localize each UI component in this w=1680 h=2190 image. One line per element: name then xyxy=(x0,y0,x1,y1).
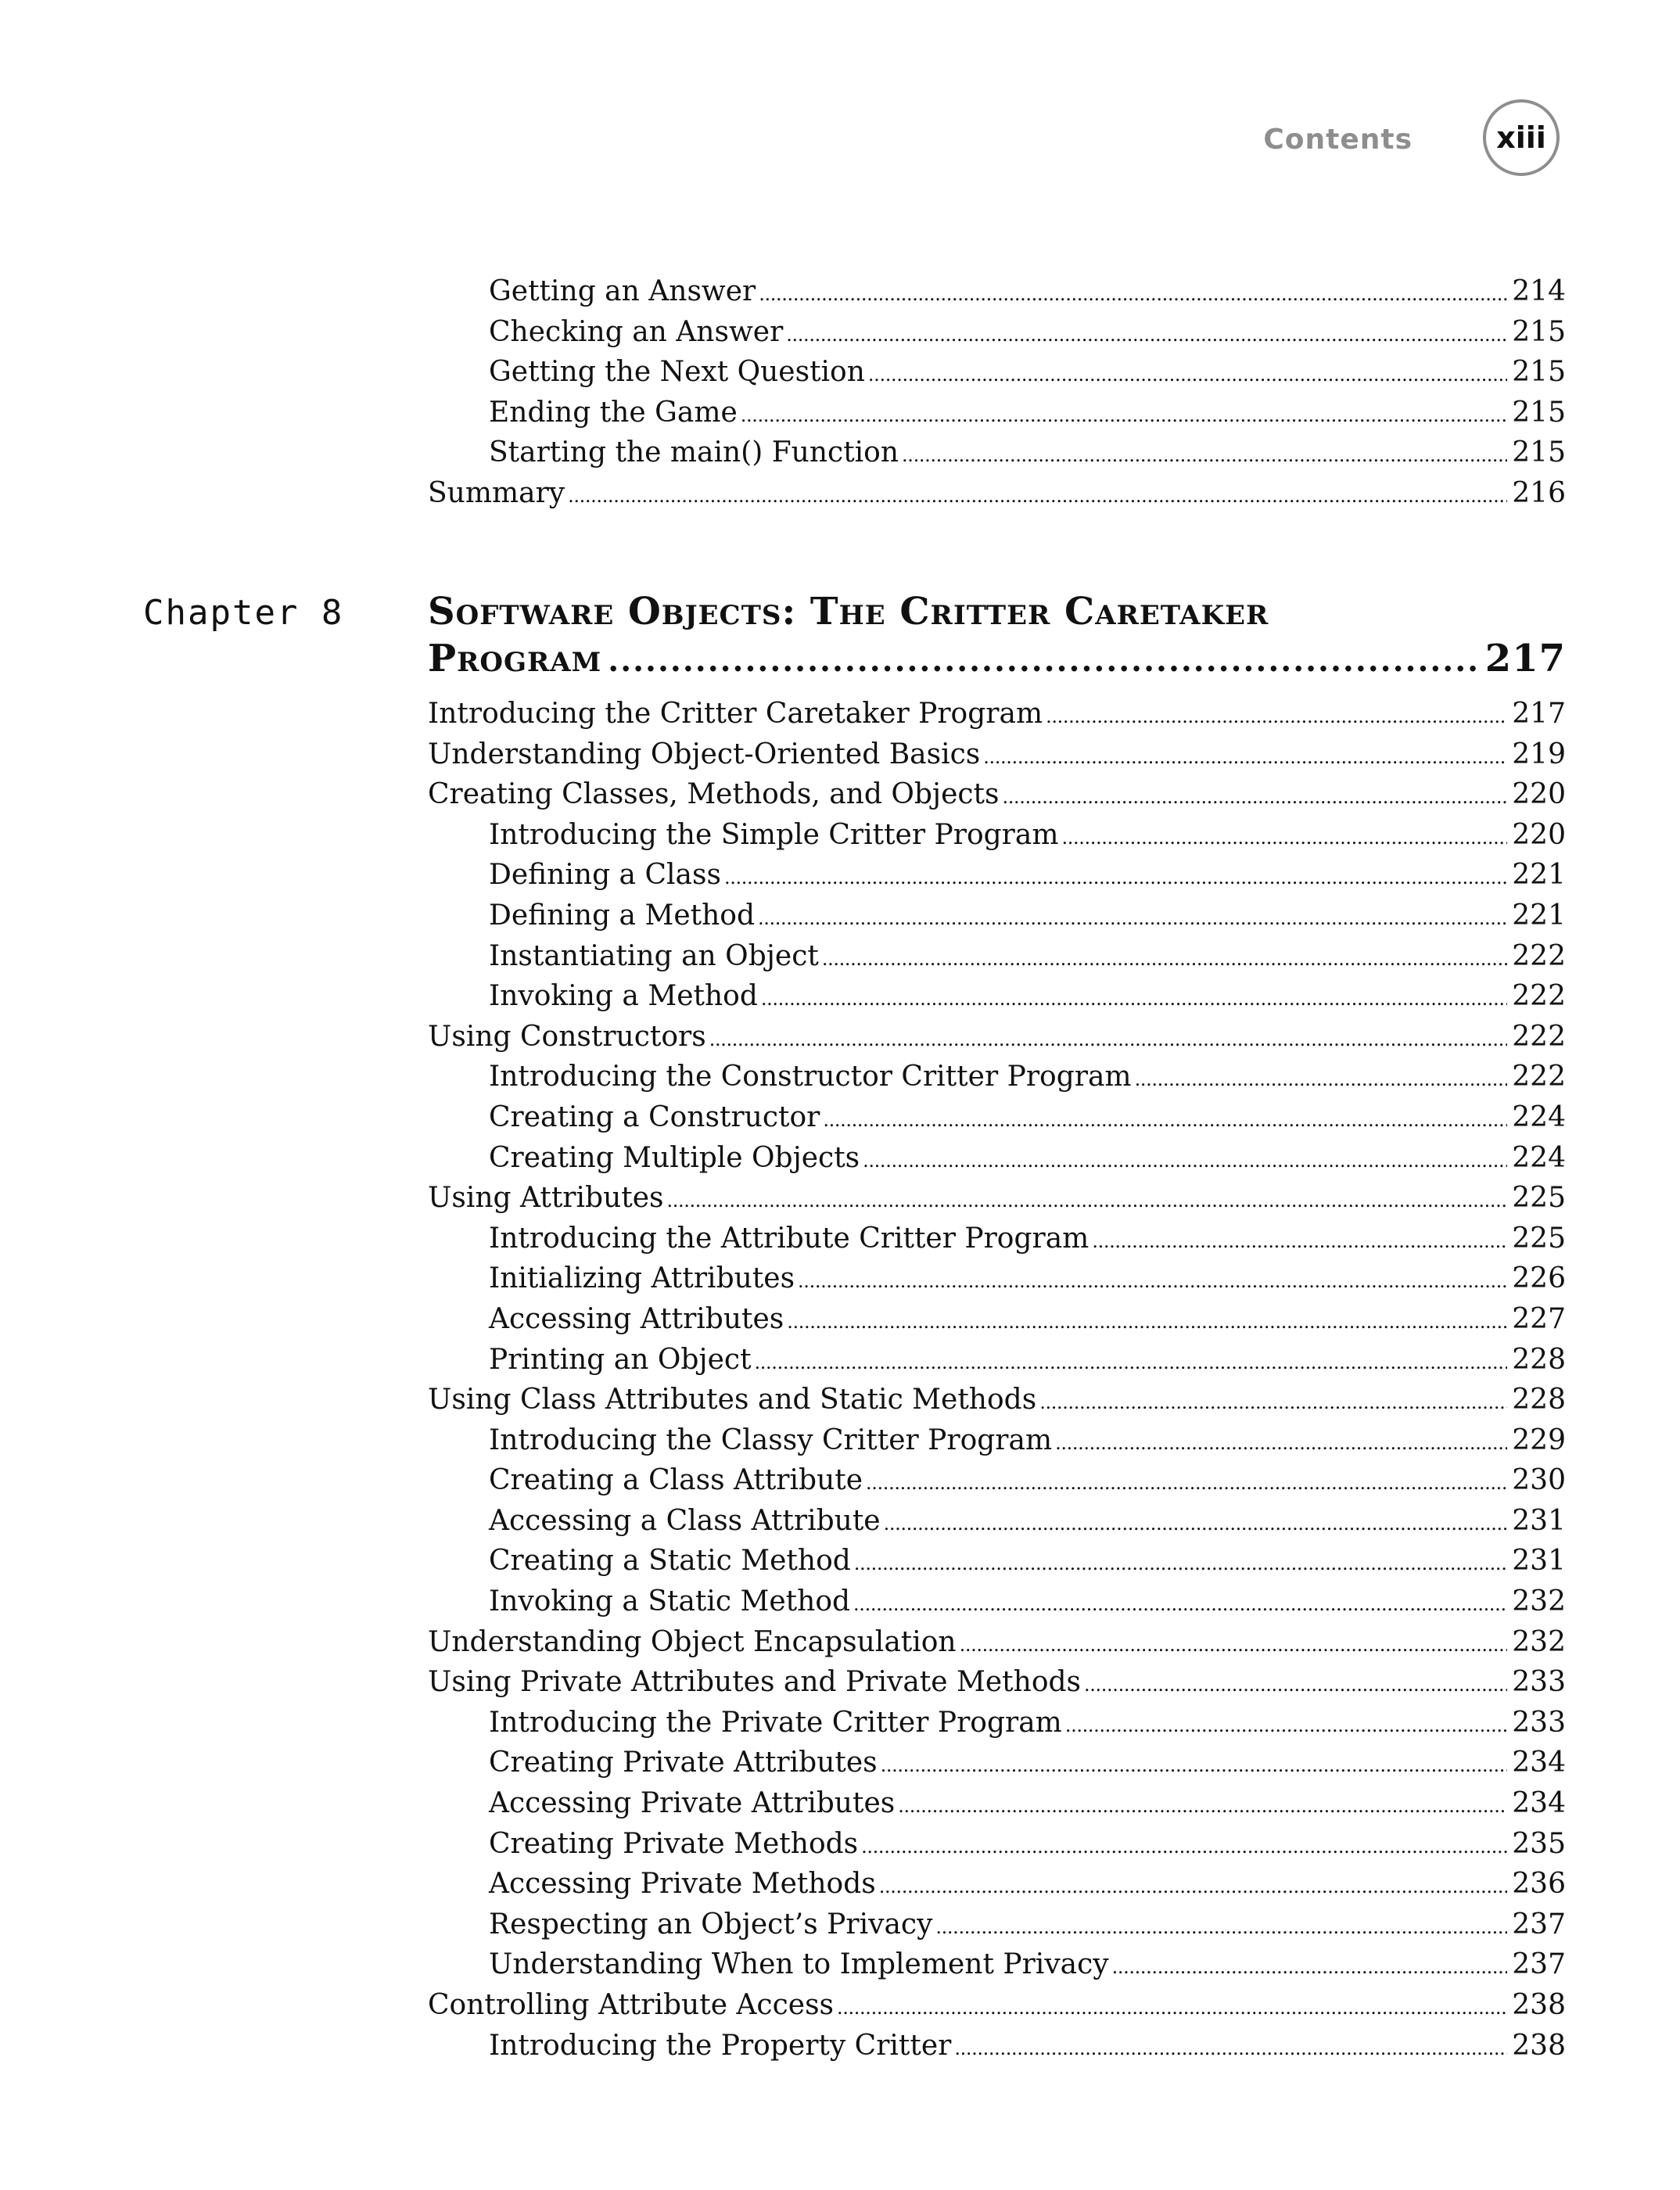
dot-leader xyxy=(1046,705,1507,727)
dot-leader xyxy=(1002,786,1507,808)
toc-entry-page: 215 xyxy=(1512,356,1566,389)
toc-entry[interactable] xyxy=(428,778,1566,819)
dot-leader xyxy=(758,907,1507,929)
chapter-page: 217 xyxy=(1484,637,1566,680)
toc-entry-page: 220 xyxy=(1512,778,1566,811)
toc-entry[interactable] xyxy=(428,477,1566,518)
toc-entry-page: 229 xyxy=(1512,1424,1566,1456)
dot-leader xyxy=(568,485,1507,507)
toc-entry[interactable] xyxy=(428,1101,1566,1142)
toc-entry-page: 224 xyxy=(1512,1141,1566,1174)
toc-entry-label: Introducing the Simple Critter Program xyxy=(489,818,1059,851)
toc-entry[interactable] xyxy=(428,1828,1566,1869)
toc-entry-label: Accessing Attributes xyxy=(489,1302,784,1335)
toc-entry-page: 215 xyxy=(1512,396,1566,429)
dot-leader xyxy=(853,1593,1507,1615)
toc-entry[interactable] xyxy=(428,980,1566,1021)
toc-entry-page: 235 xyxy=(1512,1827,1566,1860)
toc-entry-label: Instantiating an Object xyxy=(489,939,819,972)
toc-entry[interactable] xyxy=(428,1626,1566,1667)
toc-entry-page: 233 xyxy=(1512,1706,1566,1739)
toc-entry[interactable] xyxy=(428,899,1566,940)
dot-leader xyxy=(1135,1068,1508,1090)
toc-entry[interactable] xyxy=(428,1585,1566,1626)
toc-entry-page: 224 xyxy=(1512,1100,1566,1133)
toc-entry-label: Controlling Attribute Access xyxy=(428,1989,835,2021)
toc-entry[interactable] xyxy=(428,1908,1566,1949)
toc-entry[interactable] xyxy=(428,698,1566,738)
dot-leader xyxy=(935,1916,1507,1938)
toc-entry[interactable] xyxy=(428,397,1566,437)
toc-entry[interactable] xyxy=(428,1182,1566,1222)
dot-leader xyxy=(898,1795,1507,1817)
toc-entry-label: Accessing Private Attributes xyxy=(489,1787,896,1820)
toc-entry-page: 222 xyxy=(1512,1020,1566,1053)
toc-entry[interactable] xyxy=(428,1707,1566,1747)
dot-leader xyxy=(1084,1674,1507,1696)
toc-entry-page: 237 xyxy=(1512,1948,1566,1981)
toc-entry-label: Introducing the Constructor Critter Program xyxy=(489,1061,1132,1093)
dot-leader xyxy=(1061,827,1507,849)
dot-leader xyxy=(709,1029,1508,1050)
toc-entry-label: Introducing the Private Critter Program xyxy=(489,1706,1062,1739)
toc-entry-label: Using Private Attributes and Private Methods xyxy=(428,1666,1082,1699)
toc-entry[interactable] xyxy=(428,940,1566,981)
toc-entry-label: Creating Private Attributes xyxy=(489,1747,878,1779)
toc-entry-label: Creating Classes, Methods, and Objects xyxy=(428,778,1000,811)
dot-leader xyxy=(884,1513,1508,1535)
dot-leader xyxy=(881,1754,1508,1776)
dot-leader xyxy=(787,1311,1507,1333)
toc-entry[interactable] xyxy=(428,819,1566,860)
toc-entry-page: 233 xyxy=(1512,1666,1566,1699)
dot-leader xyxy=(863,1150,1507,1172)
toc-entry-page: 220 xyxy=(1512,818,1566,851)
toc-entry-label: Using Attributes xyxy=(428,1182,664,1215)
toc-entry-page: 226 xyxy=(1512,1262,1566,1295)
toc-entry-label: Getting an Answer xyxy=(489,275,756,307)
chapter-title-line1: Software Objects: The Critter Caretaker xyxy=(428,590,1269,634)
toc-entry[interactable] xyxy=(428,1061,1566,1101)
dot-leader xyxy=(879,1876,1508,1897)
dot-leader xyxy=(822,948,1507,970)
toc-entry-page: 231 xyxy=(1512,1545,1566,1578)
toc-entry[interactable] xyxy=(428,1787,1566,1828)
toc-entry[interactable] xyxy=(428,1948,1566,1989)
dot-leader xyxy=(1065,1714,1507,1736)
toc-entry[interactable] xyxy=(428,1747,1566,1787)
toc-entry-label: Ending the Game xyxy=(489,396,738,429)
toc-entry-page: 221 xyxy=(1512,899,1566,932)
dot-leader xyxy=(1092,1230,1507,1252)
toc-entry[interactable] xyxy=(428,1222,1566,1263)
chapter-title-line2: Program xyxy=(428,637,602,680)
toc-entry-page: 234 xyxy=(1512,1747,1566,1779)
toc-entry-label: Using Constructors xyxy=(428,1020,706,1053)
dot-leader xyxy=(741,404,1508,426)
toc-entry-page: 232 xyxy=(1512,1585,1566,1618)
toc-entry-label: Checking an Answer xyxy=(489,315,784,348)
dot-leader xyxy=(608,637,1479,684)
toc-entry[interactable] xyxy=(428,738,1566,779)
toc-entry-page: 225 xyxy=(1512,1222,1566,1255)
chapter-label: Chapter 8 xyxy=(143,593,344,633)
chapter-title-line2-row xyxy=(428,635,1566,684)
toc-entry[interactable] xyxy=(428,1303,1566,1344)
toc-entry[interactable] xyxy=(428,1142,1566,1183)
toc-entry-page: 230 xyxy=(1512,1464,1566,1497)
toc-entry-label: Starting the main() Function xyxy=(489,436,899,469)
toc-entry-label: Introducing the Property Critter xyxy=(489,2029,952,2062)
toc-entry-label: Creating Multiple Objects xyxy=(489,1141,860,1174)
toc-entry-page: 238 xyxy=(1512,1989,1566,2021)
dot-leader xyxy=(868,364,1507,386)
dot-leader xyxy=(983,746,1507,768)
toc-entry-label: Printing an Object xyxy=(489,1343,752,1376)
toc-entry[interactable] xyxy=(428,1989,1566,2030)
toc-entry-label: Creating a Static Method xyxy=(489,1545,851,1578)
toc-entry-page: 228 xyxy=(1512,1384,1566,1416)
dot-leader xyxy=(854,1553,1507,1574)
toc-entry-label: Creating a Class Attribute xyxy=(489,1464,863,1497)
chapter-title[interactable] xyxy=(428,588,1566,684)
toc-entry[interactable] xyxy=(428,2030,1566,2070)
dot-leader xyxy=(837,1997,1507,2019)
dot-leader xyxy=(902,444,1507,466)
toc-entry-page: 237 xyxy=(1512,1908,1566,1940)
dot-leader xyxy=(761,988,1507,1010)
toc-entry[interactable] xyxy=(428,356,1566,397)
page-number-badge: xiii xyxy=(1483,99,1560,176)
toc-entry-label: Using Class Attributes and Static Methods xyxy=(428,1384,1037,1416)
toc-entry-label: Creating Private Methods xyxy=(489,1827,859,1860)
toc-entry-page: 227 xyxy=(1512,1302,1566,1335)
toc-chapter-8-entries xyxy=(428,698,1566,2070)
toc-entry[interactable] xyxy=(428,859,1566,899)
toc-entry-page: 222 xyxy=(1512,1061,1566,1093)
toc-entry-page: 217 xyxy=(1512,698,1566,730)
toc-entry-label: Summary xyxy=(428,476,565,509)
dot-leader xyxy=(823,1109,1507,1131)
dot-leader xyxy=(954,2037,1507,2059)
running-header: Contents xyxy=(1263,124,1413,156)
toc-entry[interactable] xyxy=(428,1262,1566,1303)
toc-entry-page: 222 xyxy=(1512,980,1566,1013)
toc-entry[interactable] xyxy=(428,275,1566,316)
toc-entry-page: 225 xyxy=(1512,1182,1566,1215)
toc-section-continued xyxy=(428,275,1566,518)
dot-leader xyxy=(759,283,1507,305)
toc-entry-page: 228 xyxy=(1512,1343,1566,1376)
dot-leader xyxy=(667,1190,1508,1212)
toc-entry[interactable] xyxy=(428,436,1566,477)
dot-leader xyxy=(724,867,1507,889)
toc-entry[interactable] xyxy=(428,1384,1566,1424)
toc-entry-page: 234 xyxy=(1512,1787,1566,1820)
dot-leader xyxy=(798,1270,1507,1292)
toc-entry-label: Initializing Attributes xyxy=(489,1262,795,1295)
toc-entry-label: Getting the Next Question xyxy=(489,356,865,389)
toc-entry-label: Introducing the Attribute Critter Program xyxy=(489,1222,1089,1255)
toc-entry-page: 219 xyxy=(1512,738,1566,770)
dot-leader xyxy=(960,1634,1508,1656)
dot-leader xyxy=(755,1352,1508,1373)
toc-entry-page: 231 xyxy=(1512,1504,1566,1537)
toc-entry-page: 216 xyxy=(1512,476,1566,509)
toc-entry-label: Understanding Object-Oriented Basics xyxy=(428,738,981,770)
toc-entry[interactable] xyxy=(428,1021,1566,1061)
toc-entry[interactable] xyxy=(428,1868,1566,1908)
toc-entry[interactable] xyxy=(428,1344,1566,1384)
toc-entry[interactable] xyxy=(428,1505,1566,1546)
toc-entry-page: 215 xyxy=(1512,436,1566,469)
dot-leader xyxy=(786,324,1507,346)
toc-entry-label: Accessing a Class Attribute xyxy=(489,1504,881,1537)
toc-entry-page: 238 xyxy=(1512,2029,1566,2062)
toc-entry-label: Accessing Private Methods xyxy=(489,1868,876,1901)
dot-leader xyxy=(861,1836,1507,1858)
dot-leader xyxy=(1039,1391,1507,1413)
toc-entry-page: 236 xyxy=(1512,1868,1566,1901)
toc-entry-label: Creating a Constructor xyxy=(489,1100,820,1133)
dot-leader xyxy=(1055,1432,1507,1454)
toc-entry-page: 221 xyxy=(1512,859,1566,892)
toc-entry[interactable] xyxy=(428,1666,1566,1707)
toc-entry-label: Introducing the Critter Caretaker Program xyxy=(428,698,1043,730)
dot-leader xyxy=(866,1472,1507,1494)
toc-entry-label: Invoking a Static Method xyxy=(489,1585,851,1618)
dot-leader xyxy=(1112,1956,1508,1978)
toc-entry[interactable] xyxy=(428,1545,1566,1585)
toc-entry[interactable] xyxy=(428,1424,1566,1465)
toc-entry-label: Understanding When to Implement Privacy xyxy=(489,1948,1109,1981)
toc-entry-label: Understanding Object Encapsulation xyxy=(428,1625,957,1658)
toc-entry-page: 215 xyxy=(1512,315,1566,348)
toc-entry[interactable] xyxy=(428,1464,1566,1505)
toc-entry-label: Respecting an Object’s Privacy xyxy=(489,1908,933,1940)
toc-entry-label: Invoking a Method xyxy=(489,980,758,1013)
toc-entry-page: 222 xyxy=(1512,939,1566,972)
toc-entry[interactable] xyxy=(428,316,1566,357)
toc-entry-label: Introducing the Classy Critter Program xyxy=(489,1424,1053,1456)
toc-entry-page: 232 xyxy=(1512,1625,1566,1658)
toc-entry-page: 214 xyxy=(1512,275,1566,307)
toc-entry-label: Defining a Class xyxy=(489,859,721,892)
toc-entry-label: Defining a Method xyxy=(489,899,755,932)
